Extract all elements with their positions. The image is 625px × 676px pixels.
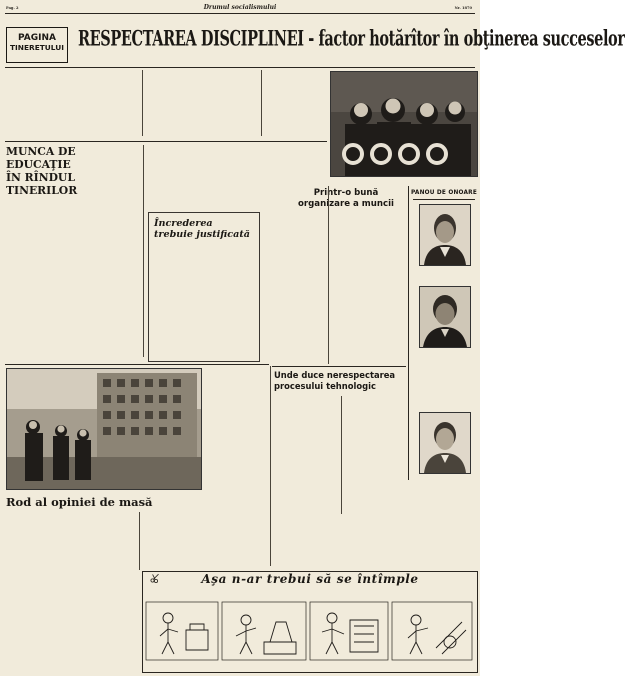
article-body-increderea-col2 (262, 212, 326, 360)
article-title-printr-o-line1: Printr-o bună (313, 188, 379, 198)
article-body-munca (6, 174, 140, 356)
cartoon-strip (146, 602, 472, 660)
article-body-unde-col1 (274, 396, 338, 514)
newspaper-name: Drumul socialismului (203, 4, 277, 11)
article-title-unde-line1: Unde duce nerespectarea (274, 370, 396, 380)
construction-photo (6, 368, 202, 490)
cartoon-intro (146, 588, 472, 602)
article-body-printr-o-col2 (410, 484, 476, 566)
panou-de-onoare (408, 186, 479, 480)
article-body-rod-col1 (6, 512, 136, 570)
honor-caption-1 (411, 266, 477, 278)
page-number: Pag. 2 (6, 6, 19, 10)
article-title-rod: Rod al opiniei de masă (6, 495, 153, 509)
page-headline: RESPECTAREA DISCIPLINEI - factor hotărîtor în obţinerea succeselor (78, 26, 625, 52)
honor-portrait-1 (419, 204, 471, 266)
honor-portrait-3 (419, 412, 471, 474)
article-body-increderea-col3 (204, 368, 266, 488)
article-title-asa: Aşa n-ar trebui să se întîmple (201, 572, 419, 586)
issue-number: Nr. 1870 (454, 6, 472, 10)
intro-text-column-1 (22, 70, 138, 136)
article-body-rod-col2 (142, 512, 266, 570)
intro-text-column-3 (265, 70, 325, 136)
scissors-icon (150, 573, 160, 583)
article-title-unde (274, 370, 406, 391)
section-tag-line2: TINERETULUI (9, 43, 64, 52)
section-tag (6, 27, 68, 63)
article-title-increderea-line2: trebuie justificată (154, 229, 250, 240)
honor-portrait-2 (419, 286, 471, 348)
article-title-increderea (154, 218, 252, 240)
masthead-rule (5, 13, 475, 14)
honor-caption-3 (411, 474, 477, 482)
workers-photo-caption (330, 178, 476, 186)
workers-photo (330, 71, 478, 177)
article-body-munca-col2 (146, 145, 258, 205)
article-title-unde-line2: procesului tehnologic (274, 380, 376, 391)
panou-title: PANOU DE ONOARE (411, 190, 477, 196)
article-title-munca-line1: MUNCA DE EDUCAŢIE (6, 145, 76, 171)
section-tag-line1: PAGINA (18, 33, 56, 43)
article-body-rod-col3 (6, 572, 138, 668)
article-body-increderea (152, 242, 254, 356)
cartoon-captions (146, 661, 472, 669)
article-body-unde-col2 (344, 396, 406, 514)
article-body-printr-o (330, 212, 406, 362)
article-body-unde-col3 (274, 516, 406, 566)
intro-text-column-2 (146, 70, 258, 136)
article-title-printr-o-line2: organizare a muncii (298, 198, 394, 209)
headline-rule (5, 67, 475, 68)
article-title-munca-line2: ÎN RÎNDUL TINERILOR (6, 171, 78, 197)
honor-caption-2 (411, 348, 477, 360)
article-title-increderea-line1: Încrederea (154, 218, 213, 229)
article-title-printr-o (284, 188, 408, 209)
